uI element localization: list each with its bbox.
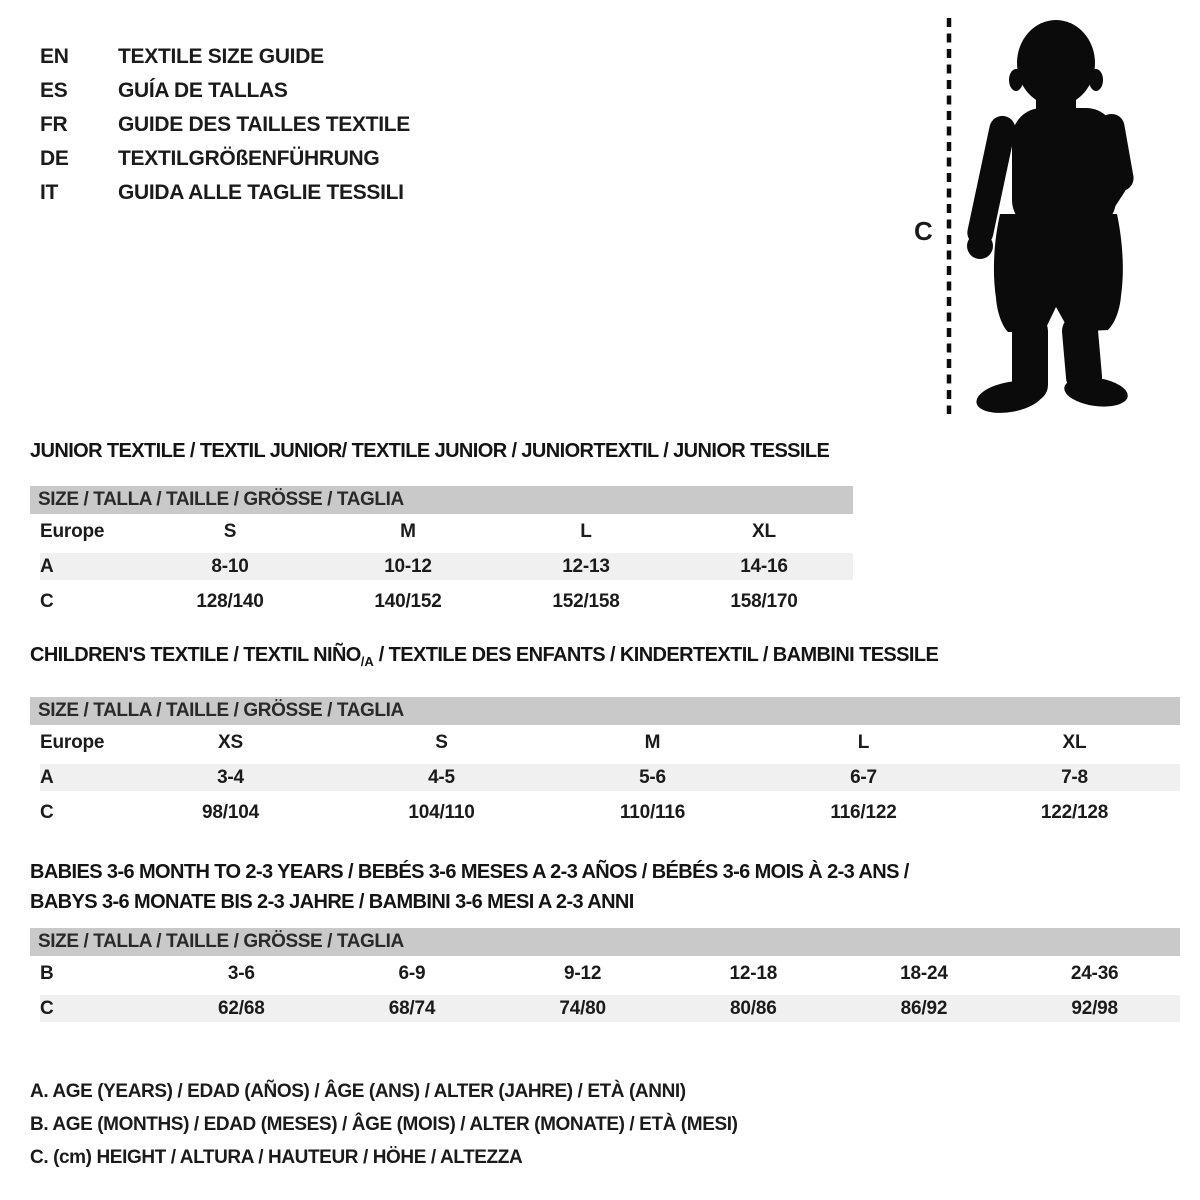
legend-line: B. AGE (MONTHS) / EDAD (MESES) / ÂGE (MOIS) / ALTER (MONATE) / ETÀ (MESI): [30, 1114, 738, 1135]
language-header: [40, 40, 410, 210]
language-title: GUÍA DE TALLAS: [118, 79, 288, 102]
row-label-cell: A: [30, 549, 141, 584]
size-cell: 92/98: [1009, 991, 1180, 1026]
language-row: [40, 108, 410, 142]
size-cell: 4-5: [336, 760, 547, 795]
language-row: [40, 74, 410, 108]
size-cell: S: [435, 732, 448, 753]
legend-line: C. (cm) HEIGHT / ALTURA / HAUTEUR / HÖHE / ALTEZZA: [30, 1147, 523, 1168]
children-size-table: [30, 725, 1180, 830]
height-marker-label: C: [914, 216, 933, 246]
babies-size-table: [30, 956, 1180, 1026]
size-cell: 3-4: [125, 760, 336, 795]
size-cell: 12-13: [497, 549, 675, 584]
language-code: ES: [40, 79, 68, 102]
size-cell: 7-8: [969, 760, 1180, 795]
children-textile-section: [30, 645, 1180, 830]
height-dashed-line-icon: [946, 16, 952, 416]
row-label-cell: C: [40, 802, 54, 823]
junior-size-table: [30, 514, 853, 619]
size-cell: 122/128: [1040, 802, 1109, 823]
language-title: GUIDE DES TAILLES TEXTILE: [118, 113, 410, 136]
size-cell: 62/68: [156, 991, 327, 1026]
row-label-cell: C: [30, 991, 156, 1026]
section-title-text: CHILDREN'S TEXTILE / TEXTIL NIÑO: [30, 644, 361, 666]
size-cell: S: [223, 521, 237, 542]
language-row: [40, 142, 410, 176]
size-cell: M: [400, 521, 416, 542]
size-cell: XS: [218, 732, 243, 753]
size-cell: 68/74: [327, 991, 498, 1026]
toddler-silhouette-icon: [960, 16, 1138, 418]
size-header-bar: SIZE / TALLA / TAILLE / GRÖSSE / TAGLIA: [30, 697, 1180, 725]
size-cell: 110/116: [619, 802, 686, 823]
section-title-line1: BABIES 3-6 MONTH TO 2-3 YEARS / BEBÉS 3-6 MESES A 2-3 AÑOS / BÉBÉS 3-6 MOIS À 2-3 ANS /: [30, 861, 909, 883]
table-row: [30, 956, 1180, 991]
size-cell: 86/92: [839, 991, 1010, 1026]
size-cell: 74/80: [497, 991, 668, 1026]
size-cell: M: [644, 732, 661, 753]
legend-line: A. AGE (YEARS) / EDAD (AÑOS) / ÂGE (ANS) / ALTER (JAHRE) / ETÀ (ANNI): [30, 1081, 686, 1102]
row-label-cell: Europe: [40, 521, 105, 542]
legend: [30, 1075, 738, 1174]
size-cell: 104/110: [408, 802, 475, 823]
size-cell: 10-12: [319, 549, 497, 584]
size-cell: L: [580, 521, 592, 542]
size-cell: 9-12: [564, 963, 602, 984]
language-row: [40, 176, 410, 210]
size-cell: 128/140: [196, 591, 264, 612]
section-title: JUNIOR TEXTILE / TEXTIL JUNIOR/ TEXTILE JUNIOR / JUNIORTEXTIL / JUNIOR TESSILE: [30, 440, 830, 462]
section-title-text: / TEXTILE DES ENFANTS / KINDERTEXTIL / BAMBINI TESSILE: [373, 644, 939, 666]
size-cell: 6-7: [758, 760, 969, 795]
size-cell: 3-6: [227, 963, 255, 984]
language-title: TEXTILE SIZE GUIDE: [118, 45, 324, 68]
section-title-subscript: /A: [360, 654, 374, 669]
language-title: GUIDA ALLE TAGLIE TESSILI: [118, 181, 404, 204]
size-cell: 80/86: [668, 991, 839, 1026]
size-cell: 116/122: [830, 802, 897, 823]
table-row: [30, 514, 853, 549]
language-code: FR: [40, 113, 68, 136]
size-cell: L: [857, 732, 870, 753]
size-cell: XL: [1062, 732, 1087, 753]
table-row: [30, 584, 853, 619]
table-row: [30, 795, 1180, 830]
row-label-cell: B: [40, 963, 54, 984]
size-cell: XL: [752, 521, 776, 542]
language-code: DE: [40, 147, 69, 170]
size-cell: 8-10: [141, 549, 319, 584]
size-cell: 6-9: [398, 963, 426, 984]
table-row: [30, 760, 1180, 795]
size-cell: 158/170: [730, 591, 798, 612]
size-cell: 18-24: [900, 963, 948, 984]
table-row: [30, 549, 853, 584]
size-cell: 5-6: [547, 760, 758, 795]
size-header-bar: SIZE / TALLA / TAILLE / GRÖSSE / TAGLIA: [30, 928, 1180, 956]
size-cell: 98/104: [202, 802, 259, 823]
language-row: [40, 40, 410, 74]
section-title: [30, 857, 1180, 917]
size-cell: 152/158: [552, 591, 620, 612]
size-cell: 12-18: [729, 963, 778, 984]
language-code: EN: [40, 45, 69, 68]
language-code: IT: [40, 181, 59, 204]
row-label-cell: A: [30, 760, 125, 795]
table-row: [30, 725, 1180, 760]
section-title-line2: BABYS 3-6 MONATE BIS 2-3 JAHRE / BAMBINI 3-6 MESI A 2-3 ANNI: [30, 891, 634, 913]
size-header-bar: SIZE / TALLA / TAILLE / GRÖSSE / TAGLIA: [30, 486, 853, 514]
table-row: [30, 991, 1180, 1026]
size-cell: 24-36: [1070, 963, 1119, 984]
row-label-cell: C: [40, 591, 54, 612]
section-title: [30, 645, 1180, 672]
size-cell: 14-16: [675, 549, 853, 584]
row-label-cell: Europe: [40, 732, 105, 753]
junior-textile-section: [30, 441, 853, 619]
babies-textile-section: [30, 857, 1180, 1026]
language-title: TEXTILGRÖßENFÜHRUNG: [118, 147, 380, 170]
size-cell: 140/152: [374, 591, 442, 612]
